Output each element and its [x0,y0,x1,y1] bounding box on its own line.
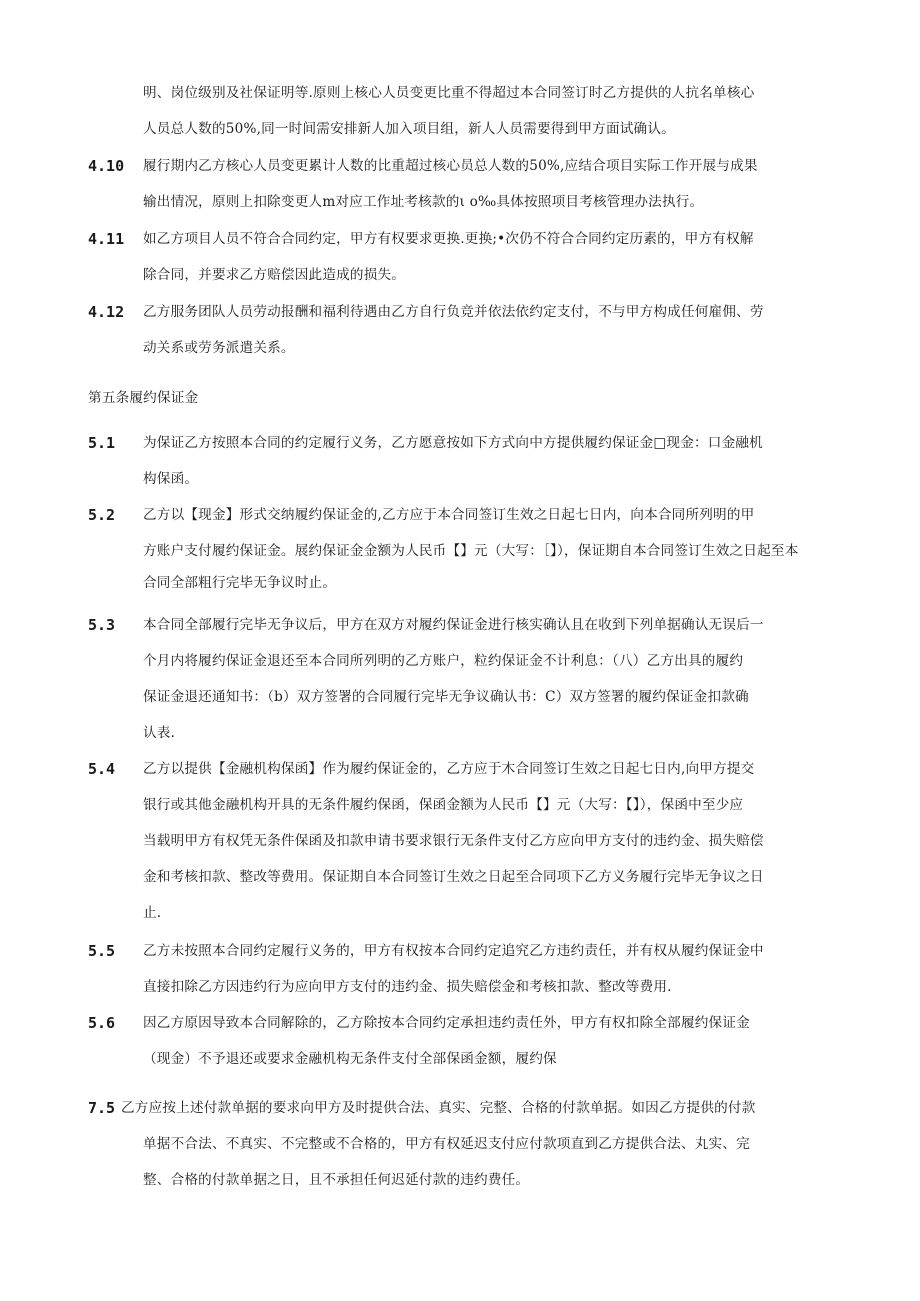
clause-line: 金和考核扣款、整改等费用。保证期自本合同签订生效之日起至合同项下乙方义务履行完毕无争议之日 [143,869,764,885]
clause-line: 当载明甲方有权凭无条件保函及扣款申请书要求银行无条件支付乙方应向甲方支付的违约金、损失赔偿 [143,833,764,849]
clause-line: 明、岗位级别及社保证明等.原则上核心人员变更比重不得超过本合同签订时乙方提供的人抗名单核心 [143,85,755,101]
clause-number: 5.6 [88,1014,116,1032]
clause-line: 人员总人数的50%,同一时间需安排新人加入项目组，新人人员需要得到甲方面试确认。 [143,121,675,137]
clause-line: 个月内将履约保证金退还至本合同所列明的乙方账户，粒约保证金不计利息：（八）乙方出具的履约 [143,653,744,669]
clause-line: 构保函。 [143,471,199,487]
clause-line: 本合同全部履行完毕无争议后，甲方在双方对履约保证金进行核实确认且在收到下列单据确认无误后一 [143,617,764,633]
clause-line: 乙方应按上述付款单据的要求向甲方及时提供合法、真实、完整、合格的付款单据。如因乙方提供的付款 [121,1100,756,1116]
clause-line: 银行或其他金融机构开具的无条件履约保函，保函金额为人民币【】元（大写：【】），保函中至少应 [143,797,744,813]
article-5-heading: 第五条履约保证金 [88,390,199,406]
clause-line: 方账户支付履约保证金。展约保证金金额为人民币【】元（大写：［】），保证期自本合同签订生效之日起至本 [143,543,799,559]
clause-line: 乙方以【现金】形式交纳履约保证金的,乙方应于本合同签订生效之日起七日内，向本合同所列明的甲 [143,507,755,523]
clause-line: 认表. [143,725,176,741]
clause-line: 整、合格的付款单据之日，且不承担任何迟延付款的违约费任。 [143,1172,530,1188]
clause-line: 直接扣除乙方因违约行为应向甲方支付的违约金、损失赔偿金和考核扣款、整改等费用. [143,979,672,995]
clause-line: 乙方服务团队人员劳动报酬和福利待遇由乙方自行负竞并依法依约定支付，不与甲方构成任何雇佣、劳 [143,304,764,320]
clause-line: 除合同，并要求乙方赔偿因此造成的损失。 [143,267,406,283]
clause-line: 乙方未按照本合同约定履行义务的，甲方有权按本合同约定追究乙方违约责任，并有权从履约保证金中 [143,943,764,959]
clause-line: 合同全部粗行完毕无争议时止。 [143,575,337,591]
clause-line: （现金）不予退还或要求金融机构无条件支付全部保函金额，履约保 [143,1051,557,1067]
clause-line: 乙方以提供【金融机构保函】作为履约保证金的，乙方应于木合同签订生效之日起七日内,向甲方提交 [143,761,755,777]
clause-number: 5.1 [88,434,116,452]
clause-number: 5.5 [88,942,116,960]
clause-number: 4.11 [88,230,125,248]
clause-number: 4.10 [88,157,125,175]
clause-number: 5.3 [88,616,116,634]
clause-number: 7.5 [88,1099,116,1117]
clause-number: 5.2 [88,506,116,524]
clause-line: 为保证乙方按照本合同的约定履行义务，乙方愿意按如下方式向中方提供履约保证金□现金：口金融机 [143,435,763,451]
clause-number: 4.12 [88,303,125,321]
clause-line: 单据不合法、不真实、不完整或不合格的，甲方有权延迟支付应付款项直到乙方提供合法、丸实、完 [143,1136,750,1152]
clause-line: 输出情况，原则上扣除变更人m对应工作址考核款的ι o‰具体按照项目考核管理办法执行。 [143,194,704,210]
clause-line: 保证金退还通知书：（b）双方签署的合同履行完毕无争议确认书：C）双方签署的履约保证金扣款确 [143,689,749,705]
clause-line: 动关系或劳务派遣关系。 [143,340,295,356]
clause-line: 止. [143,905,162,921]
clause-line: 如乙方项目人员不符合合同约定，甲方有权要求更换.更换;•次仍不符合合同约定历素的，甲方有权解 [143,231,754,247]
clause-line: 因乙方原因导致本合同解除的，乙方除按本合同约定承担违约责任外，甲方有权扣除全部履约保证金 [143,1015,750,1031]
clause-number: 5.4 [88,760,116,778]
clause-line: 履行期内乙方核心人员变更累计人数的比重超过核心员总人数的50%,应结合项目实际工作开展与成果 [143,158,758,174]
